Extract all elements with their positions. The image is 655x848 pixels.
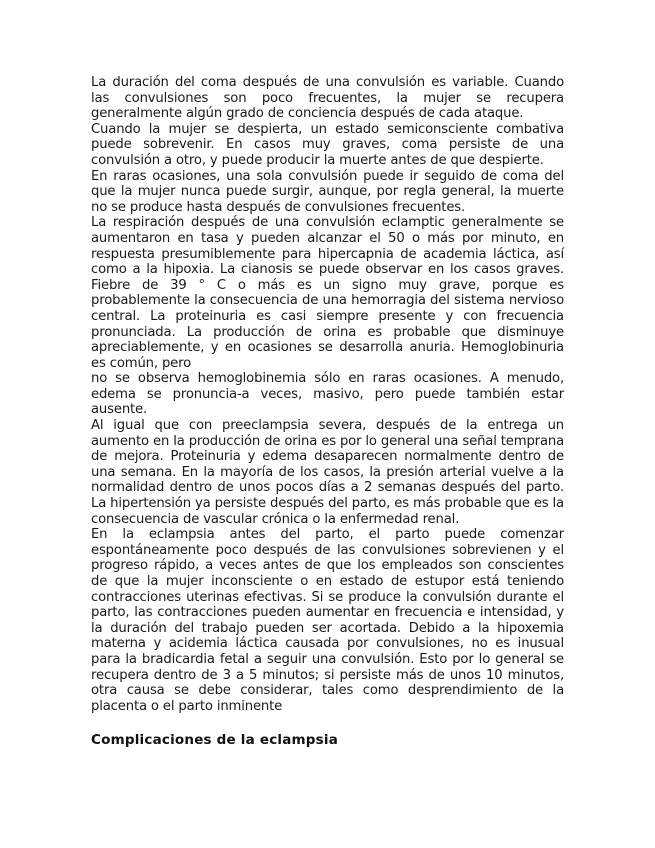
body-text [91, 75, 564, 714]
paragraph-coma-duration: La duración del coma después de una convulsión es variable. Cuando las convulsiones son poco frecuentes, la mujer se recupera generalmente algún grado de conciencia después de cada ataque. [91, 75, 564, 122]
paragraph-single-convulsion: En raras ocasiones, una sola convulsión puede ir seguido de coma del que la mujer nunca puede surgir, aunque, por regla general, la muerte no se produce hasta después de convulsiones frecuentes. [91, 168, 564, 215]
section-heading: Complicaciones de la eclampsia [91, 732, 339, 748]
paragraph-hemoglobinemia: no se observa hemoglobinemia sólo en raras ocasiones. A menudo, edema se pronuncia-a veces, masivo, pero puede también estar ausente. [91, 371, 564, 418]
paragraph-respiration: La respiración después de una convulsión eclamptic generalmente se aumentaron en tasa y pueden alcanzar el 50 o más por minuto, en respuesta presumiblemente para hipercapnia de academia láctica, así como a la hipoxia. La cianosis se puede observar en los casos graves. Fiebre de 39 ° C o más es un signo muy grave, porque es probablemente la consecuencia de una hemorragia del sistema nervioso central. La proteinuria es casi siempre presente y con frecuencia pronunciada. La producción de orina es probable que disminuye apreciablemente, y en ocasiones se desarrolla anuria. Hemoglobinuria es común, pero [91, 215, 564, 371]
paragraph-labor: En la eclampsia antes del parto, el parto puede comenzar espontáneamente poco después de las convulsiones sobrevienen y el progreso rápido, a veces antes de que los empleados son conscientes de que la mujer inconsciente o en estado de estupor está teniendo contracciones uterinas efectivas. Si se produce la convulsión durante el parto, las contracciones pueden aumentar en frecuencia e intensidad, y la duración del trabajo pueden ser acortada. Debido a la hipoxemia materna y acidemia láctica causada por convulsiones, no es inusual para la bradicardia fetal a seguir una convulsión. Esto por lo general se recupera dentro de 3 a 5 minutos; si persiste más de unos 10 minutos, otra causa se debe considerar, tales como desprendimiento de la placenta o el parto inminente [91, 527, 564, 714]
paragraph-awakening: Cuando la mujer se despierta, un estado semiconsciente combativa puede sobrevenir. En casos muy graves, coma persiste de una convulsión a otro, y puede producir la muerte antes de que despierte. [91, 121, 564, 168]
paragraph-postpartum: Al igual que con preeclampsia severa, después de la entrega un aumento en la producción de orina es por lo general una señal temprana de mejora. Proteinuria y edema desaparecen normalmente dentro de una semana. En la mayoría de los casos, la presión arterial vuelve a la normalidad dentro de unos pocos días a 2 semanas después del parto. La hipertensión ya persiste después del parto, es más probable que es la consecuencia de vascular crónica o la enfermedad renal. [91, 418, 565, 527]
